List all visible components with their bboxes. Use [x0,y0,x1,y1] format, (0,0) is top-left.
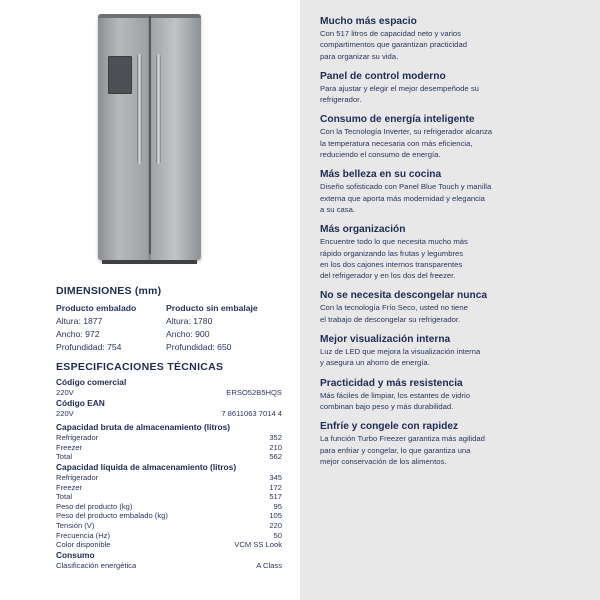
row-label: Clasificación energética [56,560,137,570]
packed-title: Producto embalado [56,303,137,313]
row-label: Color disponible [56,540,111,550]
feature-line: externa que aporta más modernidad y elegancia [320,193,485,203]
table-row [56,433,282,443]
table-row [56,483,282,493]
unpacked-depth: Profundidad: 650 [166,342,232,352]
feature-item [320,70,540,106]
control-panel-display [108,56,132,94]
commercial-code-row [56,388,282,398]
row-value: 105 [269,511,282,521]
table-row [56,511,282,521]
feature-line: en los dos cajones internos transparentes [320,259,463,269]
feature-line: Con la tecnología Frío Seco, usted no tiene [320,303,468,313]
features-panel [300,0,600,600]
specs-table [56,377,282,570]
right-door-handle [156,54,161,164]
left-door-handle [137,54,142,164]
row-value: 95 [273,501,282,511]
specs-heading: ESPECIFICACIONES TÉCNICAS [56,361,224,373]
feature-line: mejor conservación de los alimentos. [320,456,447,466]
unpacked-dimensions [166,303,258,354]
feature-title: Practicidad y más resistencia [320,377,463,389]
table-row [56,521,282,531]
table-row [56,492,282,502]
feature-line: del refrigerador y en los dos del freezer. [320,271,456,281]
feature-title: Mucho más espacio [320,16,417,27]
row-value: 352 [269,433,282,443]
ean-code-voltage: 220V [56,408,74,418]
row-label: Peso del producto (kg) [56,501,133,511]
feature-line: a su casa. [320,204,356,214]
feature-line: Con 517 litros de capacidad neto y varios [320,29,462,38]
row-value: 562 [269,452,282,462]
feature-item [320,420,540,467]
row-value: A Class [256,560,282,570]
unpacked-title: Producto sin embalaje [166,303,258,313]
row-value: 220 [269,520,282,530]
unpacked-height: Altura: 1780 [166,316,213,326]
table-row [56,502,282,512]
door-seam [149,16,151,254]
feature-line: Luz de LED que mejora la visualización interna [320,347,481,357]
feature-title: No se necesita descongelar nunca [320,290,488,302]
commercial-code-title: Código comercial [56,377,127,387]
ean-code-title: Código EAN [56,397,105,408]
row-label: Total [56,492,73,502]
feature-title: Más belleza en su cocina [320,169,442,181]
row-label: Freezer [56,442,83,452]
packed-width: Ancho: 972 [56,329,100,339]
row-label: Total [56,452,73,462]
table-row [56,561,282,571]
table-row [56,531,282,541]
table-row [56,473,282,483]
feature-line: Con la Tecnología Inverter, su refrigerador alcanza [320,127,493,137]
feature-line: Diseño sofisticado con Panel Blue Touch y manilla [320,182,492,192]
feature-item [320,113,540,160]
consumption-title: Consumo [56,549,95,560]
feature-item [320,333,540,369]
gross-capacity-title: Capacidad bruta de almacenamiento (litros) [56,422,231,433]
table-row [56,540,282,550]
feature-line: rápido organizando las frutas y legumbres [320,248,464,258]
refrigerator-base [102,260,197,264]
feature-line: Encuentre todo lo que necesita mucho más [320,237,468,247]
table-row [56,452,282,462]
row-label: Tensión (V) [56,520,95,530]
feature-item [320,223,540,281]
row-label: Refrigerador [56,433,99,443]
packed-height: Altura: 1877 [56,316,103,326]
row-label: Peso del producto embalado (kg) [56,511,168,521]
feature-title: Consumo de energía inteligente [320,114,475,126]
feature-item [320,168,540,215]
packed-depth: Profundidad: 754 [56,342,122,352]
net-capacity-title: Capacidad líquida de almacenamiento (litros) [56,461,237,472]
feature-item [320,15,540,62]
feature-line: para enfriar y congelar, lo que garantiza una [320,445,471,455]
feature-line: el trabajo de descongelar su refrigerador. [320,314,461,324]
dimensions-heading: DIMENSIONES (mm) [56,285,162,297]
row-value: 345 [269,472,282,482]
feature-line: para organizar su vida. [320,51,399,61]
row-value: 210 [269,442,282,452]
features-list [320,15,540,475]
feature-line: Más fáciles de limpiar, los estantes de vidrio [320,390,470,400]
feature-line: y asegura un ahorro de energía. [320,358,430,368]
ean-code-value: 7 8611063 7014 4 [221,408,282,418]
feature-title: Más organización [320,224,406,236]
feature-line: la temperatura necesaria con más eficiencia, [320,138,473,148]
table-row [56,443,282,453]
row-value: 517 [269,492,282,502]
refrigerator-image [98,14,201,260]
feature-item [320,377,540,413]
feature-line: Para ajustar y elegir el mejor desempeñode su [320,83,479,93]
row-label: Freezer [56,482,83,492]
feature-line: La función Turbo Freezer garantiza más agilidad [320,434,485,444]
row-label: Refrigerador [56,472,99,482]
feature-line: compartimentos que garantizan practicidad [320,40,467,50]
feature-line: refrigerador. [320,95,362,105]
packed-dimensions [56,303,136,354]
unpacked-width: Ancho: 900 [166,329,210,339]
feature-line: reduciendo el consumo de energía. [320,150,441,160]
row-label: Frecuencia (Hz) [56,530,111,540]
feature-title: Mejor visualización interna [320,334,451,346]
feature-title: Enfríe y congele con rapidez [320,421,459,433]
ean-code-row [56,409,282,419]
feature-line: combinan bajo peso y más durabilidad. [320,401,454,411]
row-value: VCM SS Look [234,540,282,550]
row-value: 172 [269,482,282,492]
feature-item [320,289,540,325]
commercial-code-voltage: 220V [56,388,74,397]
commercial-code-value: ERSO52B5HQS [226,388,282,397]
row-value: 50 [273,530,282,540]
feature-title: Panel de control moderno [320,70,446,82]
